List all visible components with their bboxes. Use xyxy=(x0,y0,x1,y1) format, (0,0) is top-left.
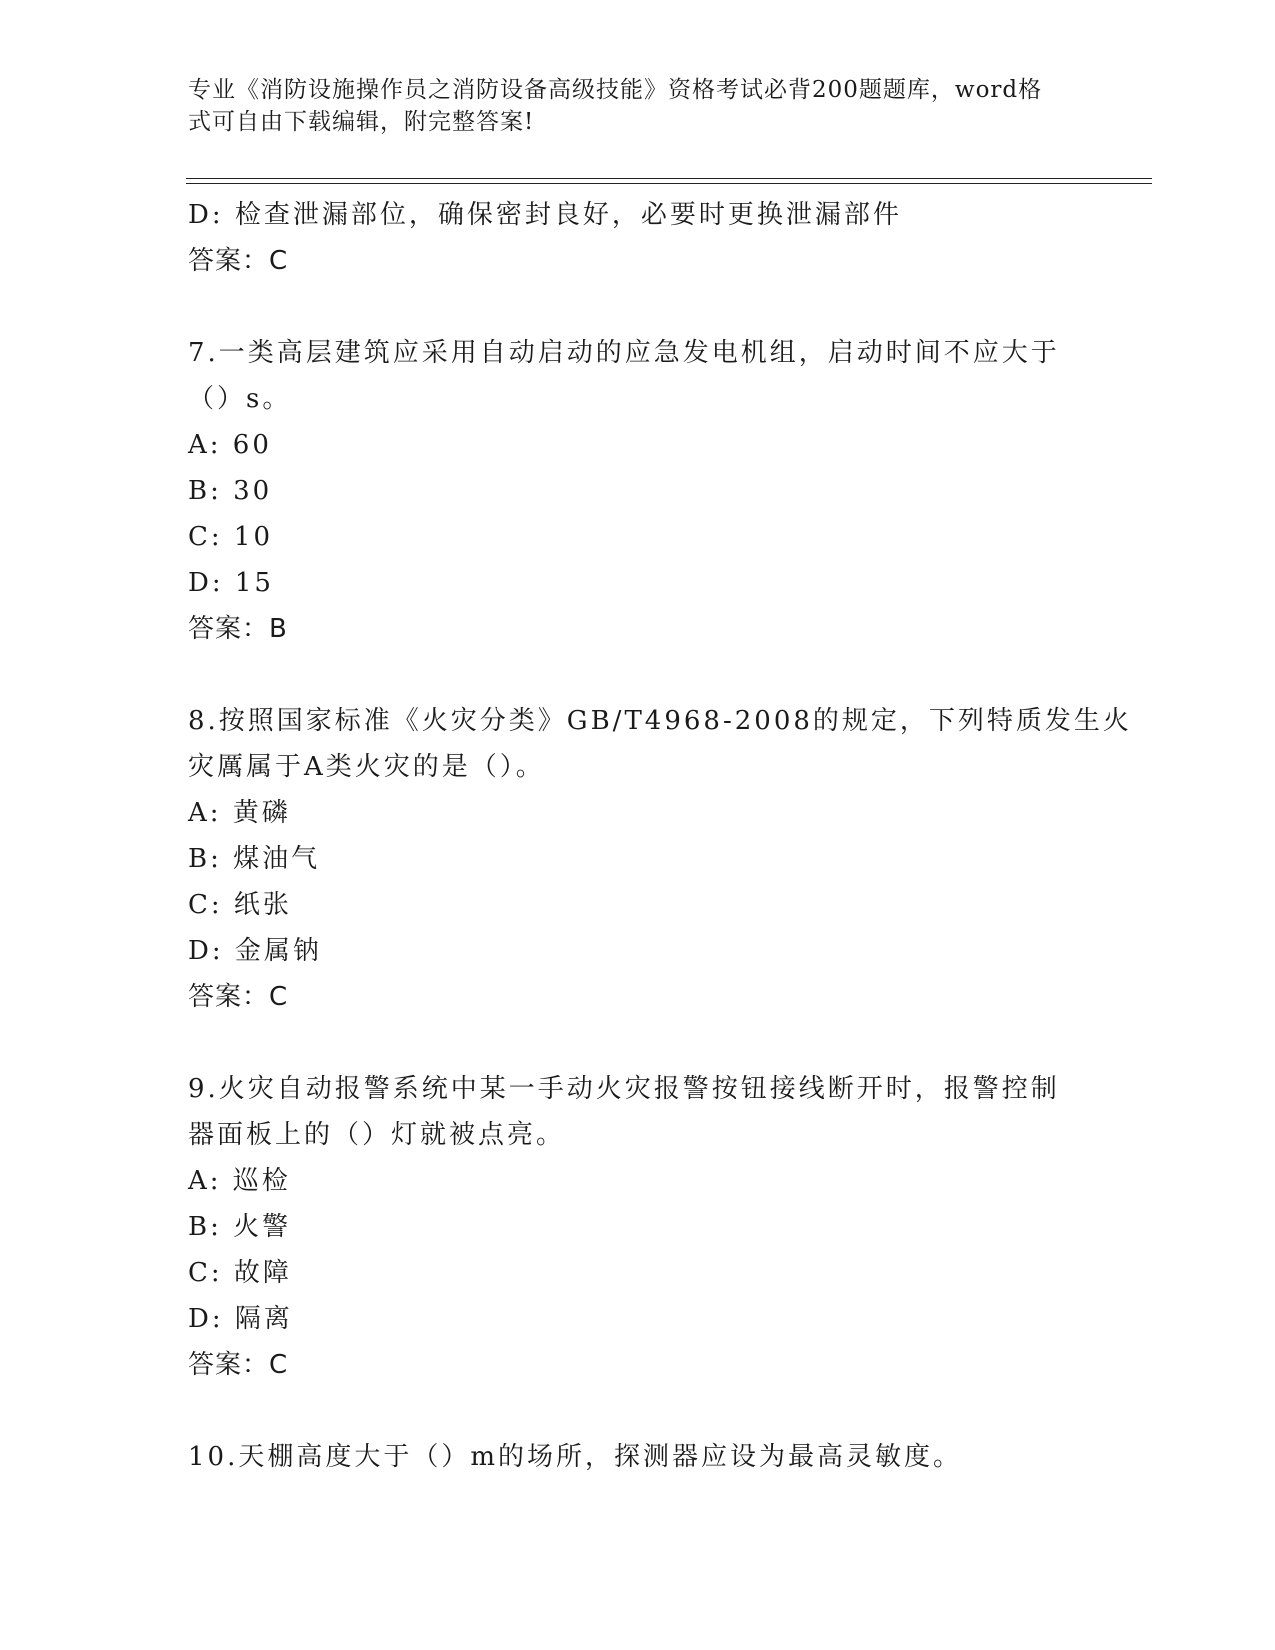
answer-line: 答案：C xyxy=(188,246,289,276)
question-stem: 7.一类高层建筑应采用自动启动的应急发电机组，启动时间不应大于 xyxy=(188,338,1060,368)
header-divider-bottom xyxy=(186,183,1152,184)
option-a: A: 60 xyxy=(188,430,272,460)
spacer xyxy=(188,284,1088,330)
question-10 xyxy=(188,1434,1088,1480)
question-7 xyxy=(188,330,1088,652)
question-stem-continued: 器面板上的（）灯就被点亮。 xyxy=(188,1120,566,1150)
option-d: D: 15 xyxy=(188,568,274,598)
answer-line: 答案：B xyxy=(188,614,288,644)
option-d: D: 隔离 xyxy=(188,1304,293,1334)
spacer xyxy=(188,1388,1088,1434)
option-c: C: 纸张 xyxy=(188,890,292,920)
question-stem-continued: （）s。 xyxy=(188,384,292,414)
option-d: D: 金属钠 xyxy=(188,936,322,966)
header-line-1: 专业《消防设施操作员之消防设备高级技能》资格考试必背200题题库，word格 xyxy=(188,77,1043,103)
option-a: A: 黄磷 xyxy=(188,798,291,828)
spacer xyxy=(188,652,1088,698)
header-divider-top xyxy=(186,178,1152,179)
answer-line: 答案：C xyxy=(188,1350,289,1380)
option-d: D: 检查泄漏部位，确保密封良好，必要时更换泄漏部件 xyxy=(188,200,902,230)
answer-line: 答案：C xyxy=(188,982,289,1012)
question-9 xyxy=(188,1066,1088,1388)
document-header xyxy=(188,74,1068,138)
question-stem: 8.按照国家标准《火灾分类》GB/T4968-2008的规定，下列特质发生火 xyxy=(188,706,1132,736)
header-line-2: 式可自由下载编辑，附完整答案! xyxy=(188,109,535,135)
option-b: B: 火警 xyxy=(188,1212,292,1242)
question-stem: 10.天棚高度大于（）m的场所，探测器应设为最高灵敏度。 xyxy=(188,1442,963,1472)
option-c: C: 故障 xyxy=(188,1258,292,1288)
option-a: A: 巡检 xyxy=(188,1166,291,1196)
question-list xyxy=(188,192,1132,1480)
option-c: C: 10 xyxy=(188,522,274,552)
option-b: B: 煤油气 xyxy=(188,844,321,874)
question-stem: 9.火灾自动报警系统中某一手动火灾报警按钮接线断开时，报警控制 xyxy=(188,1074,1060,1104)
spacer xyxy=(188,1020,1088,1066)
question-stem-continued: 灾厲属于A类火灾的是（）。 xyxy=(188,752,545,782)
question-8 xyxy=(188,698,1132,1020)
option-b: B: 30 xyxy=(188,476,273,506)
